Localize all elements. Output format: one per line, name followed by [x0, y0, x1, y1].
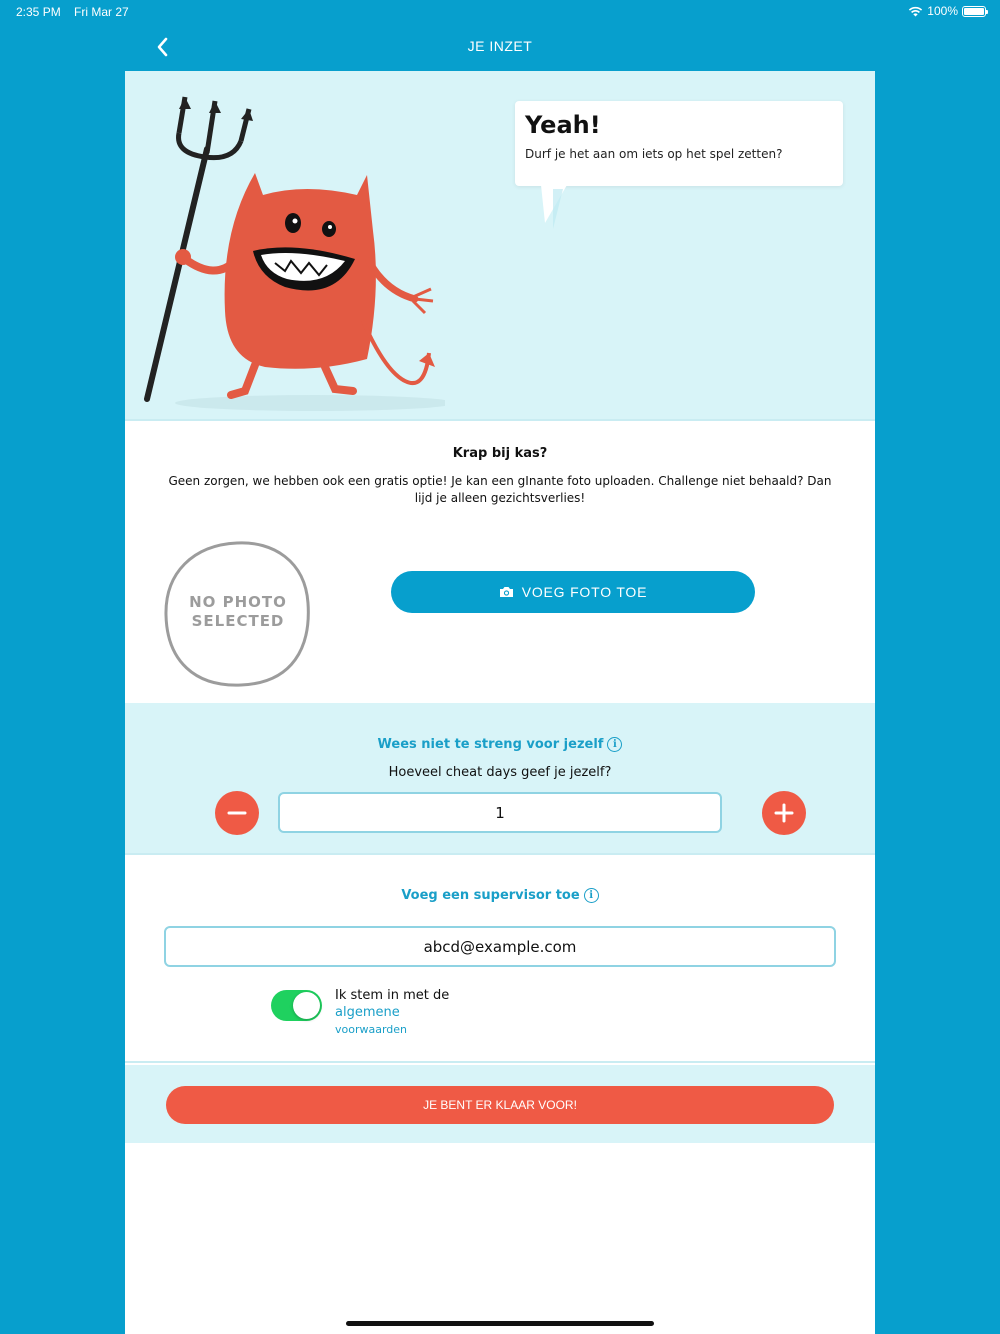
hero-section [125, 71, 875, 421]
no-photo-label [163, 593, 313, 631]
terms-text [335, 987, 449, 1038]
nav-bar [0, 24, 1000, 70]
info-icon[interactable]: i [607, 737, 622, 752]
decrement-button[interactable] [215, 791, 259, 835]
main-content [125, 71, 875, 1334]
plus-icon [773, 802, 795, 824]
minus-icon [226, 802, 248, 824]
terms-link-algemene[interactable]: algemene [335, 1005, 400, 1020]
status-indicators [908, 4, 986, 18]
no-photo-line2: SELECTED [191, 612, 285, 630]
photo-section [125, 423, 875, 703]
cheat-days-section [125, 703, 875, 855]
bubble-title: Yeah! [525, 111, 601, 139]
photo-section-text: Geen zorgen, we hebben ook een gratis optie! Je kan een gInante foto uploaden. Challenge niet behaald? Dan lijd je alleen gezichtsverlies! [168, 474, 832, 505]
battery-percentage: 100% [927, 4, 958, 18]
toggle-knob [293, 992, 320, 1019]
cheat-days-title [125, 737, 875, 752]
page-title: JE INZET [467, 38, 533, 54]
supervisor-title [125, 888, 875, 903]
status-bar [0, 0, 1000, 24]
supervisor-title-text: Voeg een supervisor toe [401, 888, 580, 903]
increment-button[interactable] [762, 791, 806, 835]
terms-toggle[interactable] [271, 990, 322, 1021]
submit-button[interactable]: JE BENT ER KLAAR VOOR! [166, 1086, 834, 1124]
cheat-days-input[interactable] [278, 792, 722, 833]
supervisor-section [125, 857, 875, 1063]
add-photo-label: VOEG FOTO TOE [521, 584, 648, 600]
devil-mascot-illustration [135, 91, 445, 421]
battery-icon [962, 6, 986, 17]
home-indicator [346, 1321, 654, 1326]
supervisor-email-input[interactable] [164, 926, 836, 967]
info-icon[interactable]: i [584, 888, 599, 903]
speech-bubble-tail [539, 185, 569, 231]
camera-icon [499, 586, 514, 598]
terms-label: Ik stem in met de [335, 988, 450, 1003]
status-date: Fri Mar 27 [74, 5, 129, 19]
cheat-days-title-text: Wees niet te streng voor jezelf [377, 737, 604, 752]
bubble-text: Durf je het aan om iets op het spel zetten? [525, 147, 783, 161]
wifi-icon [908, 6, 923, 17]
speech-bubble [515, 101, 843, 186]
add-photo-button[interactable] [391, 571, 755, 613]
photo-section-title: Krap bij kas? [452, 446, 548, 461]
terms-link-voorwaarden[interactable]: voorwaarden [335, 1023, 408, 1036]
cheat-days-question: Hoeveel cheat days geef je jezelf? [388, 765, 612, 780]
no-photo-line1: NO PHOTO [189, 593, 287, 611]
status-time: 2:35 PM [16, 5, 61, 19]
submit-section [125, 1065, 875, 1143]
